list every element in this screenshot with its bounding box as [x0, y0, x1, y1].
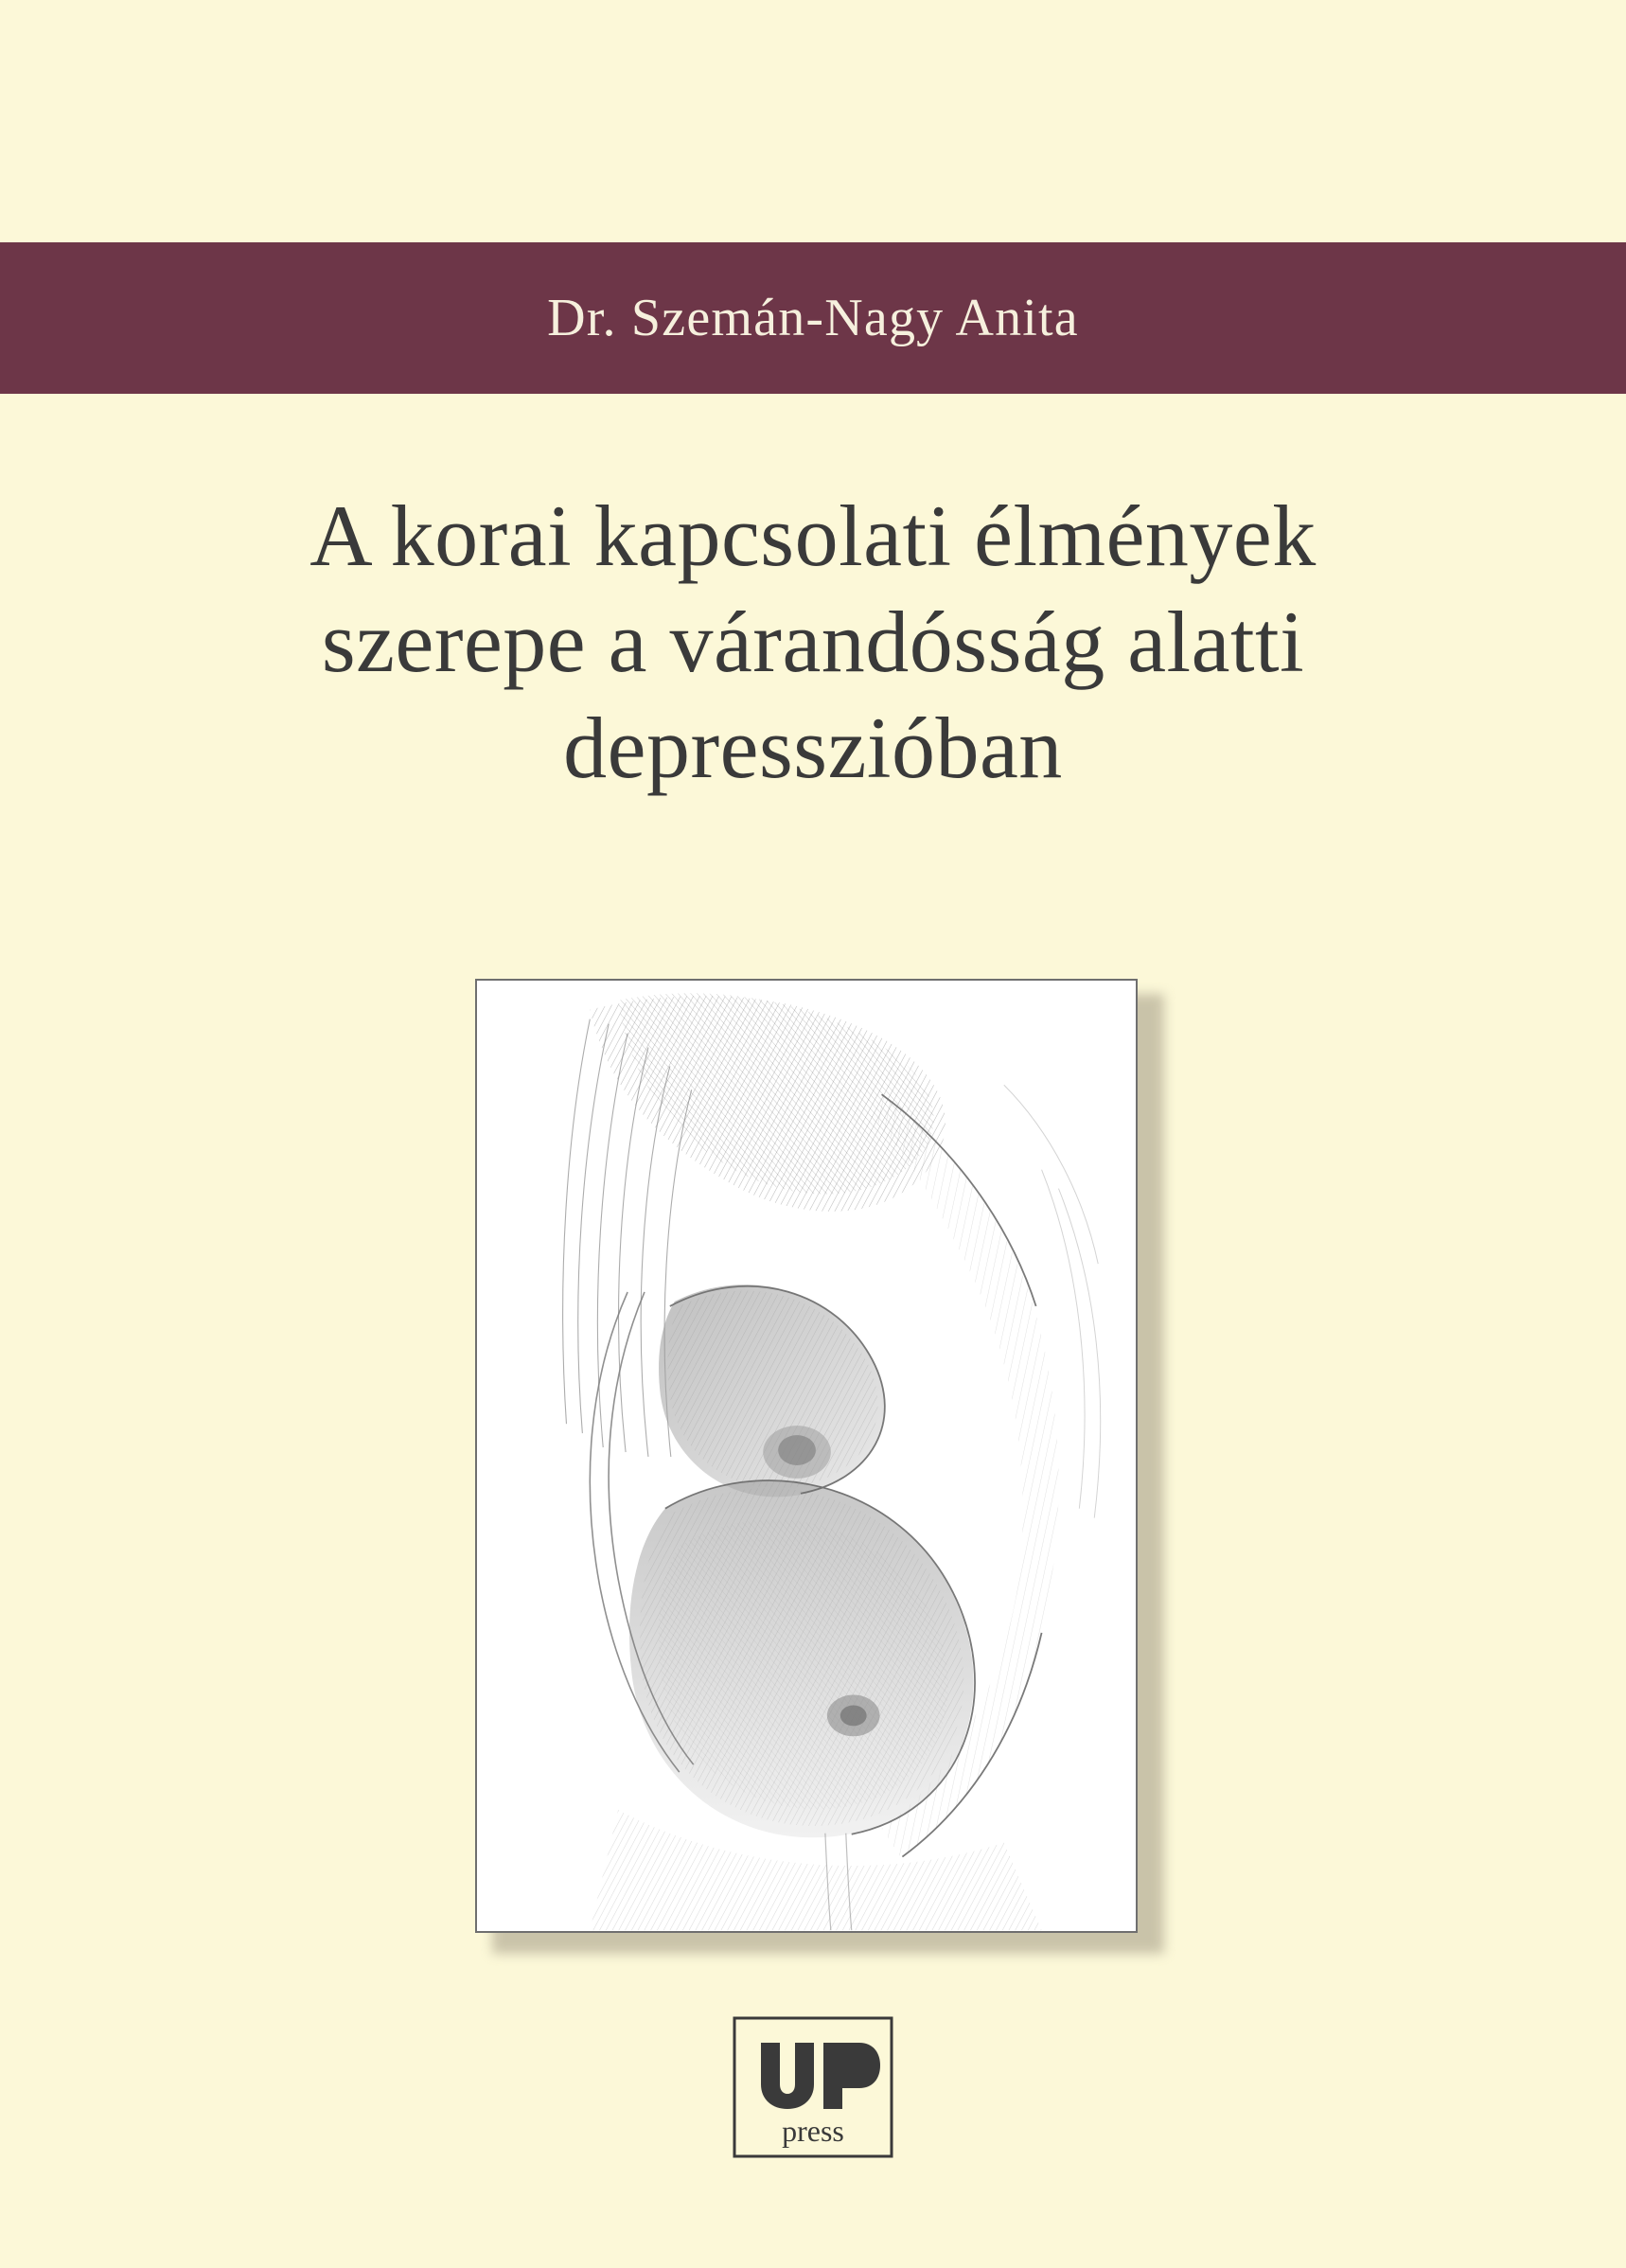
cover-illustration — [475, 979, 1164, 1954]
title-line-3: depresszióban — [563, 700, 1063, 797]
publisher-name: press — [782, 2114, 844, 2148]
author-name: Dr. Szemán-Nagy Anita — [547, 289, 1079, 347]
title-line-2: szerepe a várandósság alatti — [321, 594, 1305, 691]
title-line-1: A korai kapcsolati élmények — [309, 487, 1317, 584]
author-band — [0, 242, 1626, 394]
page-title — [57, 483, 1569, 802]
illustration-frame — [475, 979, 1138, 1933]
publisher-logo — [733, 2016, 893, 2158]
